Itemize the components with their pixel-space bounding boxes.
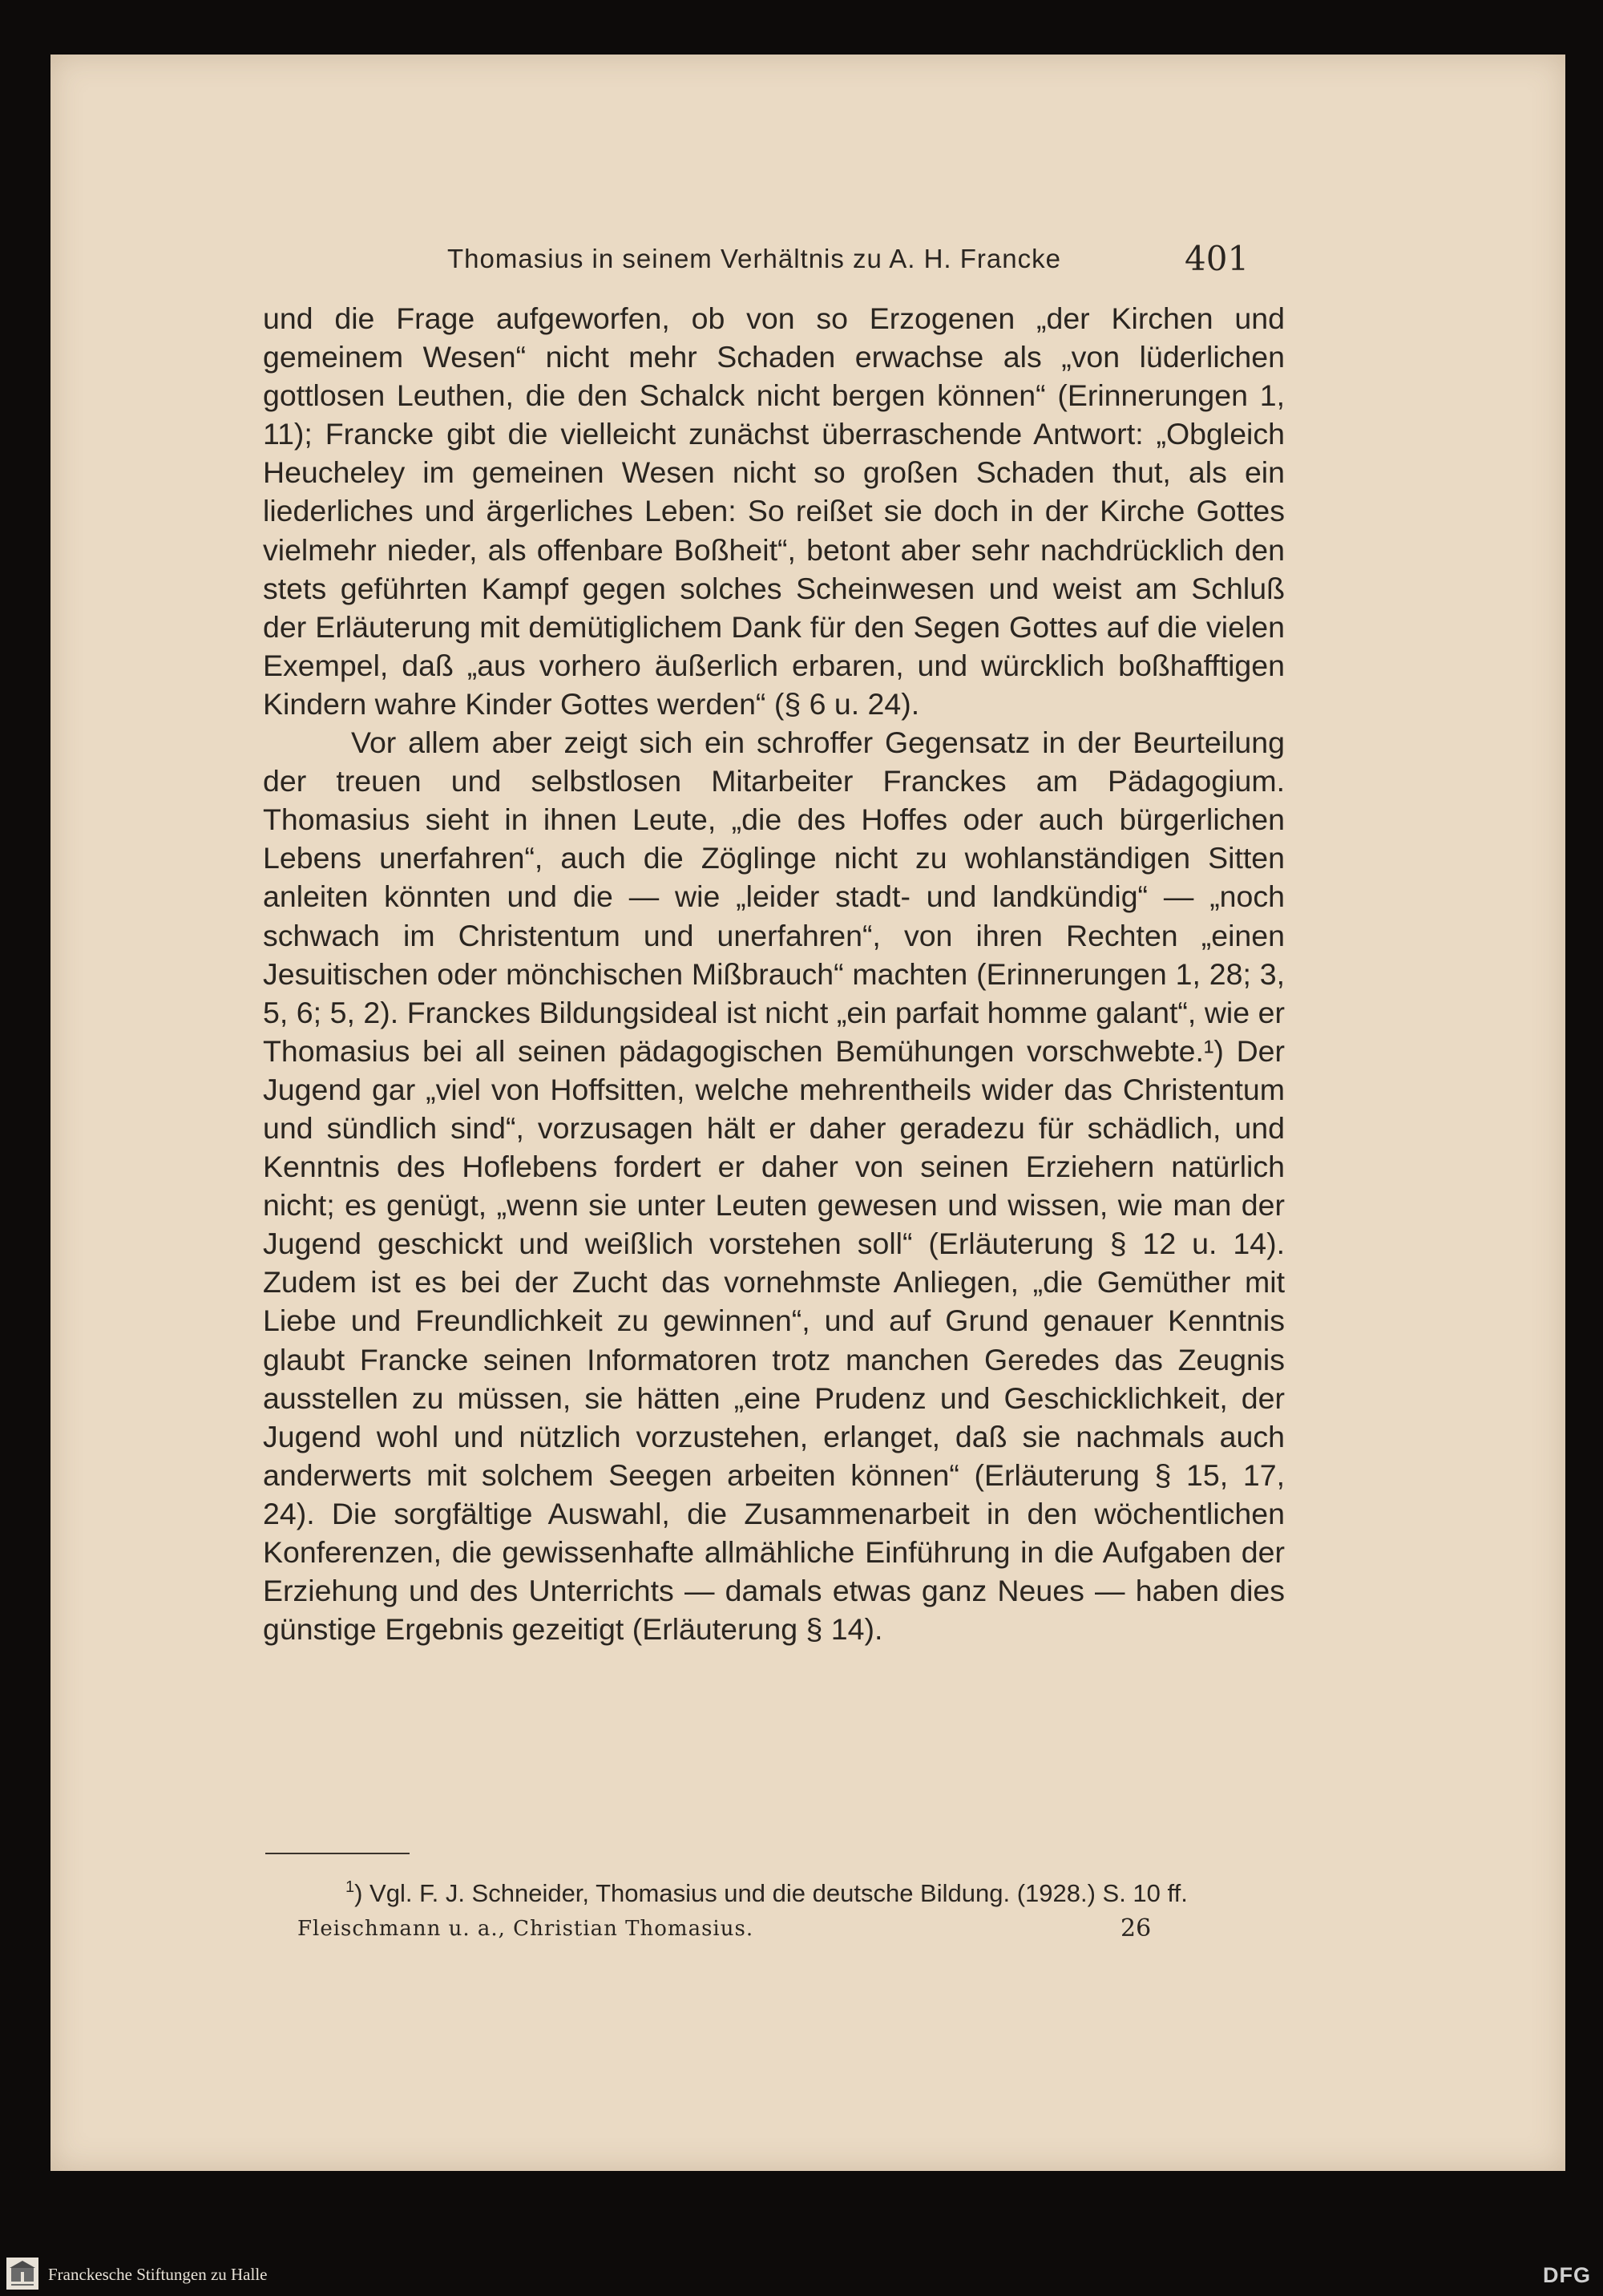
running-head-title: Thomasius in seinem Verhältnis zu A. H. Francke	[447, 244, 1061, 273]
footnote	[345, 1878, 1287, 1908]
paragraph: Vor allem aber zeigt sich ein schroffer Gegensatz in der Beurteilung der treuen und selbstlosen Mitarbeiter Franckes am Pädagogium. Thomasius sieht in ihnen Leute, „die des Hoffes oder auch bürgerlichen Lebens unerfahren“, auch die Zöglinge nicht zu wohlanständigen Sitten anleiten könnten und die — wie „leider stadt- und landkündig“ — „noch schwach im Christentum und unerfahren“, von ihren Rechten „einen Jesuitischen oder mönchischen Mißbrauch“ machten (Erinnerungen 1, 28; 3, 5, 6; 5, 2). Franckes Bildungsideal ist nicht „ein parfait homme galant“, wie er Thomasius bei all seinen pädagogischen Bemühungen vorschwebte.¹) Der Jugend gar „viel von Hoffsitten, welche mehrentheils wider das Christentum und sündlich sind“, vorzusagen hält er daher geradezu für schädlich, und Kenntnis des Hoflebens fordert er daher von seinen Erziehern natürlich nicht; es genügt, „wenn sie unter Leuten gewesen und wissen, wie man der Jugend geschickt und weißlich vorstehen soll“ (Erläuterung § 12 u. 14). Zudem ist es bei der Zucht das vornehmste Anliegen, „die Gemüther mit Liebe und Freundlichkeit zu gewinnen“, und auf Grund genauer Kenntnis glaubt Francke seinen Informatoren trotz manchen Geredes das Zeugnis ausstellen zu müssen, sie hätten „eine Prudenz und Geschicklichkeit, der Jugend wohl und nützlich vorzustehen, erlanget, daß sie nachmals auch anderwerts mit solchem Seegen arbeiten können“ (Erläuterung § 15, 17, 24). Die sorgfältige Auswahl, die Zusammenarbeit in den wöchentlichen Konferenzen, die gewissenhafte allmähliche Einführung in die Aufgaben der Erziehung und des Unterrichts — damals etwas ganz Neues — haben dies günstige Ergebnis gezeitigt (Erläuterung § 14).	[263, 726, 1285, 1647]
institution-name: Franckesche Stiftungen zu Halle	[48, 2265, 268, 2284]
footnote-marker: 1	[345, 1878, 355, 1896]
footnote-text: ) Vgl. F. J. Schneider, Thomasius und die deutsche Bildung. (1928.) S. 10 ff.	[354, 1879, 1188, 1907]
dfg-logo: DFG	[1543, 2263, 1591, 2287]
body-text	[263, 299, 1285, 1648]
institution-logo-icon	[5, 2256, 40, 2291]
signature-number: 26	[1120, 1914, 1152, 1942]
signature-line: Fleischmann u. a., Christian Thomasius.	[297, 1917, 754, 1941]
paragraph: und die Frage aufgeworfen, ob von so Erzogenen „der Kirchen und gemeinem Wesen“ nicht mehr Schaden erwachse als „von lüderlichen gottlosen Leuthen, die den Schalck nicht bergen können“ (Erinnerungen 1, 11); Francke gibt die vielleicht zunächst überraschende Antwort: „Obgleich Heucheley im gemeinen Wesen nicht so großen Schaden thut, als ein liederliches und ärgerliches Leben: So reißet sie doch in der Kirche Gottes vielmehr nieder, als offenbare Boßheit“, betont aber sehr nachdrücklich den stets geführten Kampf gegen solches Scheinwesen und weist am Schluß der Erläuterung mit demütiglichem Dank für den Segen Gottes auf die vielen Exempel, daß „aus vorhero äußerlich erbaren, und würcklich boßhafftigen Kindern wahre Kinder Gottes werden“ (§ 6 u. 24).	[263, 301, 1285, 721]
footnote-divider	[265, 1853, 410, 1854]
page-number: 401	[1185, 239, 1250, 278]
book-page	[50, 55, 1565, 2171]
running-head	[50, 239, 1565, 287]
